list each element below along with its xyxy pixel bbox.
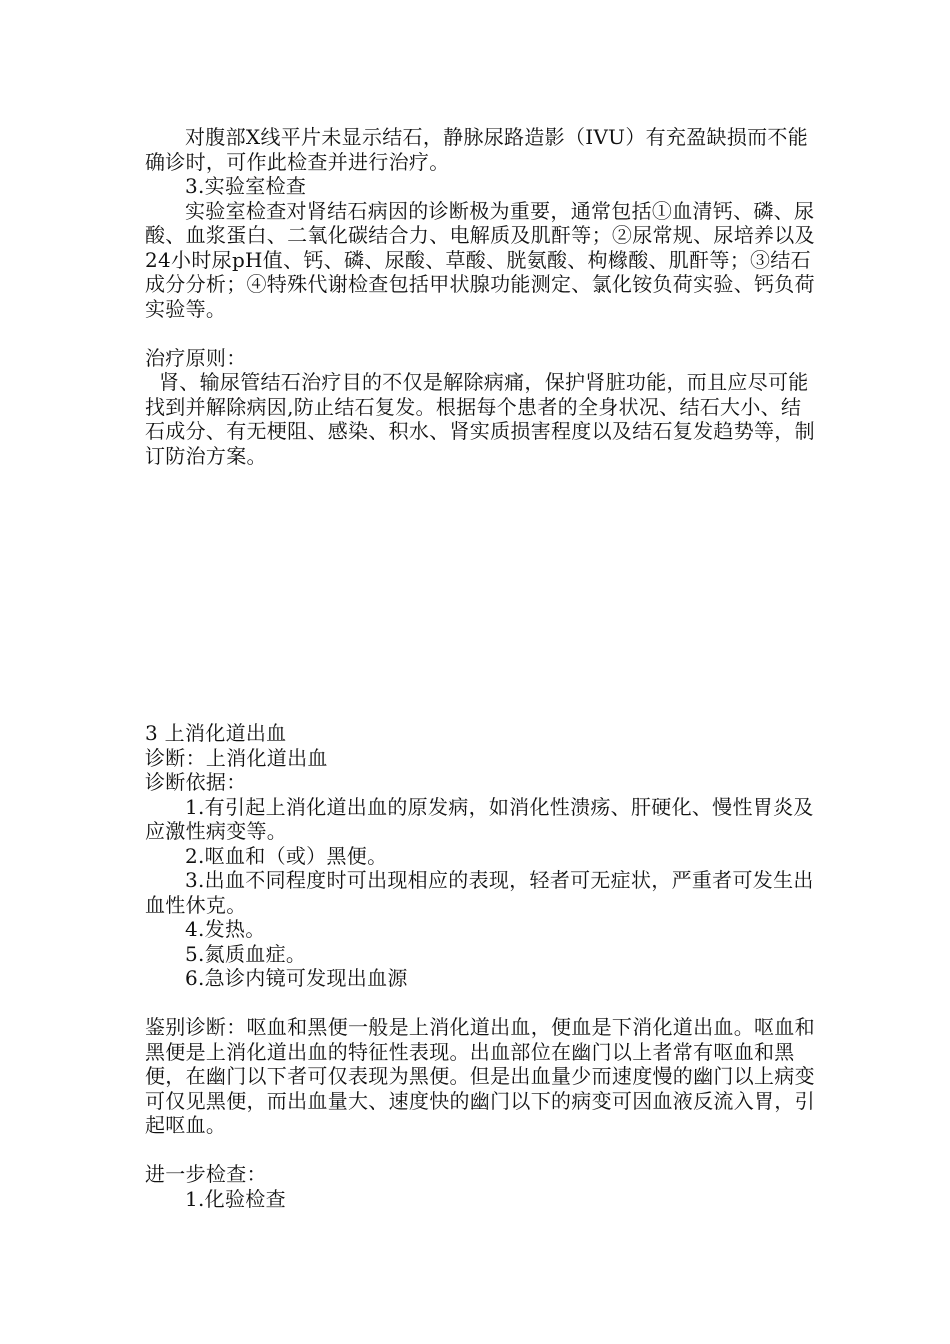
section-title: 3 上消化道出血 [145, 721, 287, 745]
basis-item: 5.氮质血症。 [185, 941, 307, 966]
further-exam-item: 1.化验检查 [185, 1186, 286, 1211]
kidney-stone-section [145, 125, 820, 468]
treatment-heading: 治疗原则： [145, 345, 247, 370]
diagnosis-line: 诊断：上消化道出血 [145, 745, 328, 770]
ct-paragraph: 对腹部X线平片未显示结石，静脉尿路造影（IVU）有充盈缺损而不能确诊时，可作此检查并进行治疗。 [145, 125, 809, 174]
basis-heading: 诊断依据： [145, 770, 247, 794]
further-exam-heading: 进一步检查： [145, 1162, 267, 1186]
spacer [145, 1138, 820, 1163]
basis-item: 2.呕血和（或）黑便。 [185, 843, 388, 868]
spacer [145, 991, 820, 1016]
spacer [145, 321, 820, 346]
lab-exam-heading: 3.实验室检查 [185, 174, 307, 198]
differential-paragraph: 鉴别诊断：呕血和黑便一般是上消化道出血，便血是下消化道出血。呕血和黑便是上消化道出血的特征性表现。出血部位在幽门以上者常有呕血和黑便，在幽门以下者可仅表现为黑便。但是出血量少而速度慢的幽门以上病变可仅见黑便，而出血量大、速度快的幽门以下的病变可因血液反流入胃，引起呕血。 [145, 1015, 815, 1137]
basis-item: 6.急诊内镜可发现出血源 [185, 966, 408, 990]
treatment-paragraph: 肾、输尿管结石治疗目的不仅是解除病痛，保护肾脏功能，而且应尽可能找到并解除病因,防止结石复发。根据每个患者的全身状况、结石大小、结石成分、有无梗阻、感染、积水、肾实质损害程度以及结石复发趋势等，制订防治方案。 [145, 370, 815, 468]
basis-item: 4.发热。 [185, 917, 266, 941]
lab-exam-paragraph: 实验室检查对肾结石病因的诊断极为重要，通常包括①血清钙、磷、尿酸、血浆蛋白、二氧化碳结合力、电解质及肌酐等；②尿常规、尿培养以及24小时尿pH值、钙、磷、尿酸、草酸、胱氨酸、枸橼酸、肌酐等；③结石成分分析；④特殊代谢检查包括甲状腺功能测定、氯化铵负荷实验、钙负荷实验等。 [145, 198, 815, 321]
gi-bleeding-section [145, 721, 820, 1211]
basis-item: 3.出血不同程度时可出现相应的表现，轻者可无症状，严重者可发生出血性休克。 [145, 868, 814, 917]
basis-item: 1.有引起上消化道出血的原发病，如消化性溃疡、肝硬化、慢性胃炎及应激性病变等。 [145, 794, 814, 843]
